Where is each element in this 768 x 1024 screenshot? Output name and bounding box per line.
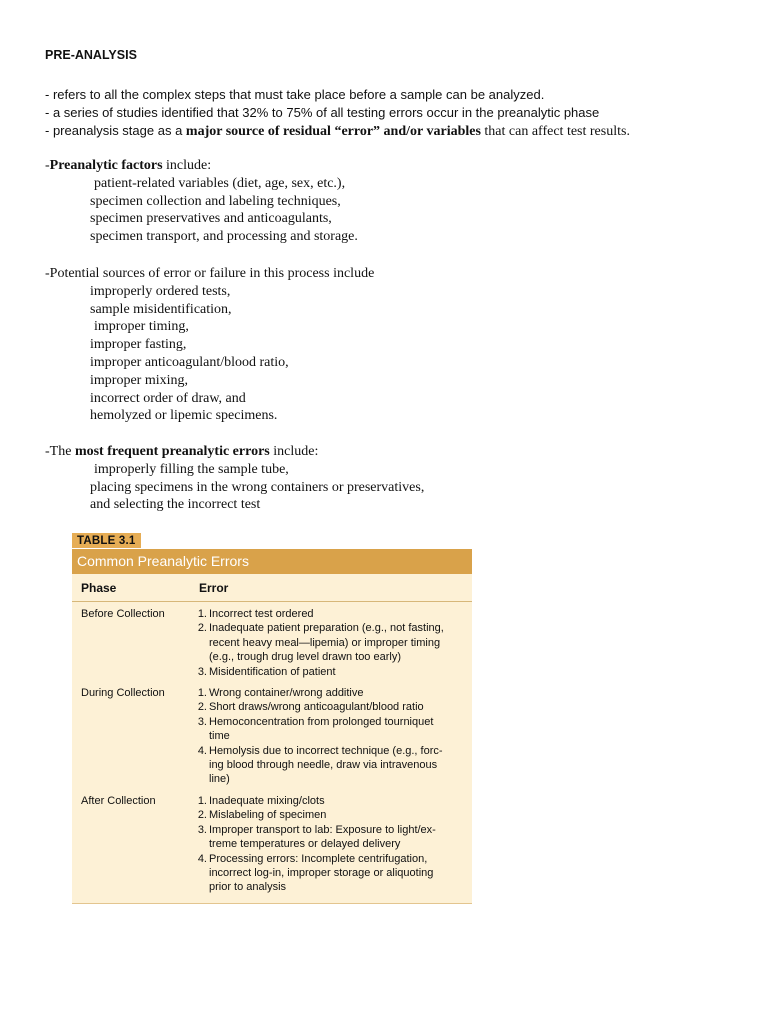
factor-item: specimen transport, and processing and storage.	[90, 229, 358, 245]
error-text-line: Inadequate patient preparation (e.g., not fasting,	[209, 622, 444, 635]
frequent-item: improperly filling the sample tube,	[94, 461, 289, 477]
intro-line-3-post: that can affect test results.	[480, 124, 630, 139]
error-text-line: incorrect log-in, improper storage or aliquoting	[209, 866, 434, 879]
error-item	[197, 808, 436, 822]
error-text-line: recent heavy meal—lipemia) or improper timing	[209, 636, 441, 649]
error-text-line: Improper transport to lab: Exposure to light/ex-	[209, 823, 436, 836]
error-text-line: line)	[209, 773, 230, 786]
error-text-line: Processing errors: Incomplete centrifugation,	[209, 852, 428, 865]
frequent-heading	[45, 443, 424, 461]
table-row	[72, 681, 472, 789]
error-list	[193, 607, 444, 679]
error-text-line: prior to analysis	[209, 881, 287, 894]
error-list	[193, 794, 436, 895]
error-number: 3.	[197, 823, 207, 836]
error-cell	[193, 607, 444, 679]
error-item	[197, 621, 444, 664]
frequent-include: include:	[269, 444, 319, 459]
error-list	[193, 686, 443, 787]
error-text-line: Wrong container/wrong additive	[209, 687, 364, 700]
intro-line-3	[45, 122, 630, 141]
table-header-row	[72, 574, 472, 602]
intro-line-3-bold: major source of residual “error” and/or variables	[185, 124, 481, 139]
error-number: 4.	[197, 852, 207, 865]
source-item: hemolyzed or lipemic specimens.	[90, 408, 278, 424]
page-title: PRE-ANALYSIS	[45, 48, 137, 62]
error-number: 3.	[197, 665, 207, 678]
frequent-pre: -The	[45, 444, 75, 459]
table-title: Common Preanalytic Errors	[72, 549, 472, 574]
error-item	[197, 607, 444, 621]
phase-cell: After Collection	[81, 794, 156, 807]
source-item: improperly ordered tests,	[90, 283, 231, 299]
error-cell	[193, 686, 443, 787]
error-number: 1.	[197, 794, 207, 807]
error-text-line: ing blood through needle, draw via intravenous	[209, 759, 438, 772]
intro-line-3-pre: - preanalysis stage as a	[45, 123, 186, 138]
error-text-line: Inadequate mixing/clots	[209, 794, 325, 807]
error-number: 1.	[197, 687, 207, 700]
error-text-line: Short draws/wrong anticoagulant/blood ratio	[209, 701, 424, 714]
intro-line-1: - refers to all the complex steps that must take place before a sample can be analyzed.	[45, 87, 545, 102]
preanalytic-errors-table	[72, 531, 472, 904]
intro-paragraph	[45, 86, 630, 141]
frequent-item: and selecting the incorrect test	[90, 497, 261, 513]
error-sources-section	[45, 265, 374, 425]
source-item: improper timing,	[94, 319, 189, 335]
table-row	[72, 789, 472, 897]
column-header-error: Error	[199, 581, 229, 595]
source-item: improper fasting,	[90, 337, 187, 353]
column-header-phase: Phase	[81, 581, 117, 595]
error-item	[197, 715, 443, 744]
error-item	[197, 665, 444, 679]
error-text-line: treme temperatures or delayed delivery	[209, 838, 401, 851]
error-item	[197, 852, 436, 895]
error-text-line: Misidentification of patient	[209, 665, 336, 678]
error-text-line: Hemolysis due to incorrect technique (e.g., forc-	[209, 744, 443, 757]
factors-dash: -	[45, 158, 50, 173]
error-number: 2.	[197, 809, 207, 822]
error-text-line: (e.g., trough drug level drawn too early)	[209, 651, 401, 664]
error-item	[197, 823, 436, 852]
error-item	[197, 686, 443, 700]
table-label: TABLE 3.1	[72, 533, 141, 548]
factor-item: specimen collection and labeling techniques,	[90, 193, 341, 209]
phase-cell: Before Collection	[81, 608, 165, 620]
table-rows	[72, 602, 472, 897]
intro-line-2: - a series of studies identified that 32% to 75% of all testing errors occur in the preanalytic phase	[45, 105, 600, 120]
error-number: 2.	[197, 622, 207, 635]
error-item	[197, 700, 443, 714]
error-number: 4.	[197, 744, 207, 757]
source-item: improper mixing,	[90, 372, 188, 388]
error-item	[197, 794, 436, 808]
phase-cell: During Collection	[81, 687, 165, 700]
preanalytic-factors-section	[45, 157, 358, 246]
source-item: incorrect order of draw, and	[90, 390, 246, 406]
frequent-errors-section	[45, 443, 424, 514]
error-text-line: Mislabeling of specimen	[209, 809, 327, 822]
factors-heading	[45, 157, 358, 175]
table-body	[72, 574, 472, 904]
source-item: sample misidentification,	[90, 301, 232, 317]
error-number: 1.	[197, 608, 207, 620]
error-cell	[193, 794, 436, 895]
error-text-line: Hemoconcentration from prolonged tourniquet	[209, 715, 434, 728]
factor-item: patient-related variables (diet, age, sex, etc.),	[94, 175, 346, 191]
error-item	[197, 744, 443, 787]
error-number: 3.	[197, 715, 207, 728]
error-number: 2.	[197, 701, 207, 714]
source-item: improper anticoagulant/blood ratio,	[90, 354, 289, 370]
frequent-bold: most frequent preanalytic errors	[74, 444, 270, 459]
error-text-line: time	[209, 730, 230, 743]
table-row	[72, 602, 472, 681]
factors-bold: Preanalytic factors	[49, 158, 163, 173]
frequent-item: placing specimens in the wrong containers or preservatives,	[90, 479, 425, 495]
error-text-line: Incorrect test ordered	[209, 608, 314, 620]
factors-include: include:	[162, 158, 212, 173]
factor-item: specimen preservatives and anticoagulants,	[90, 211, 332, 227]
sources-heading: -Potential sources of error or failure in this process include	[45, 266, 375, 281]
